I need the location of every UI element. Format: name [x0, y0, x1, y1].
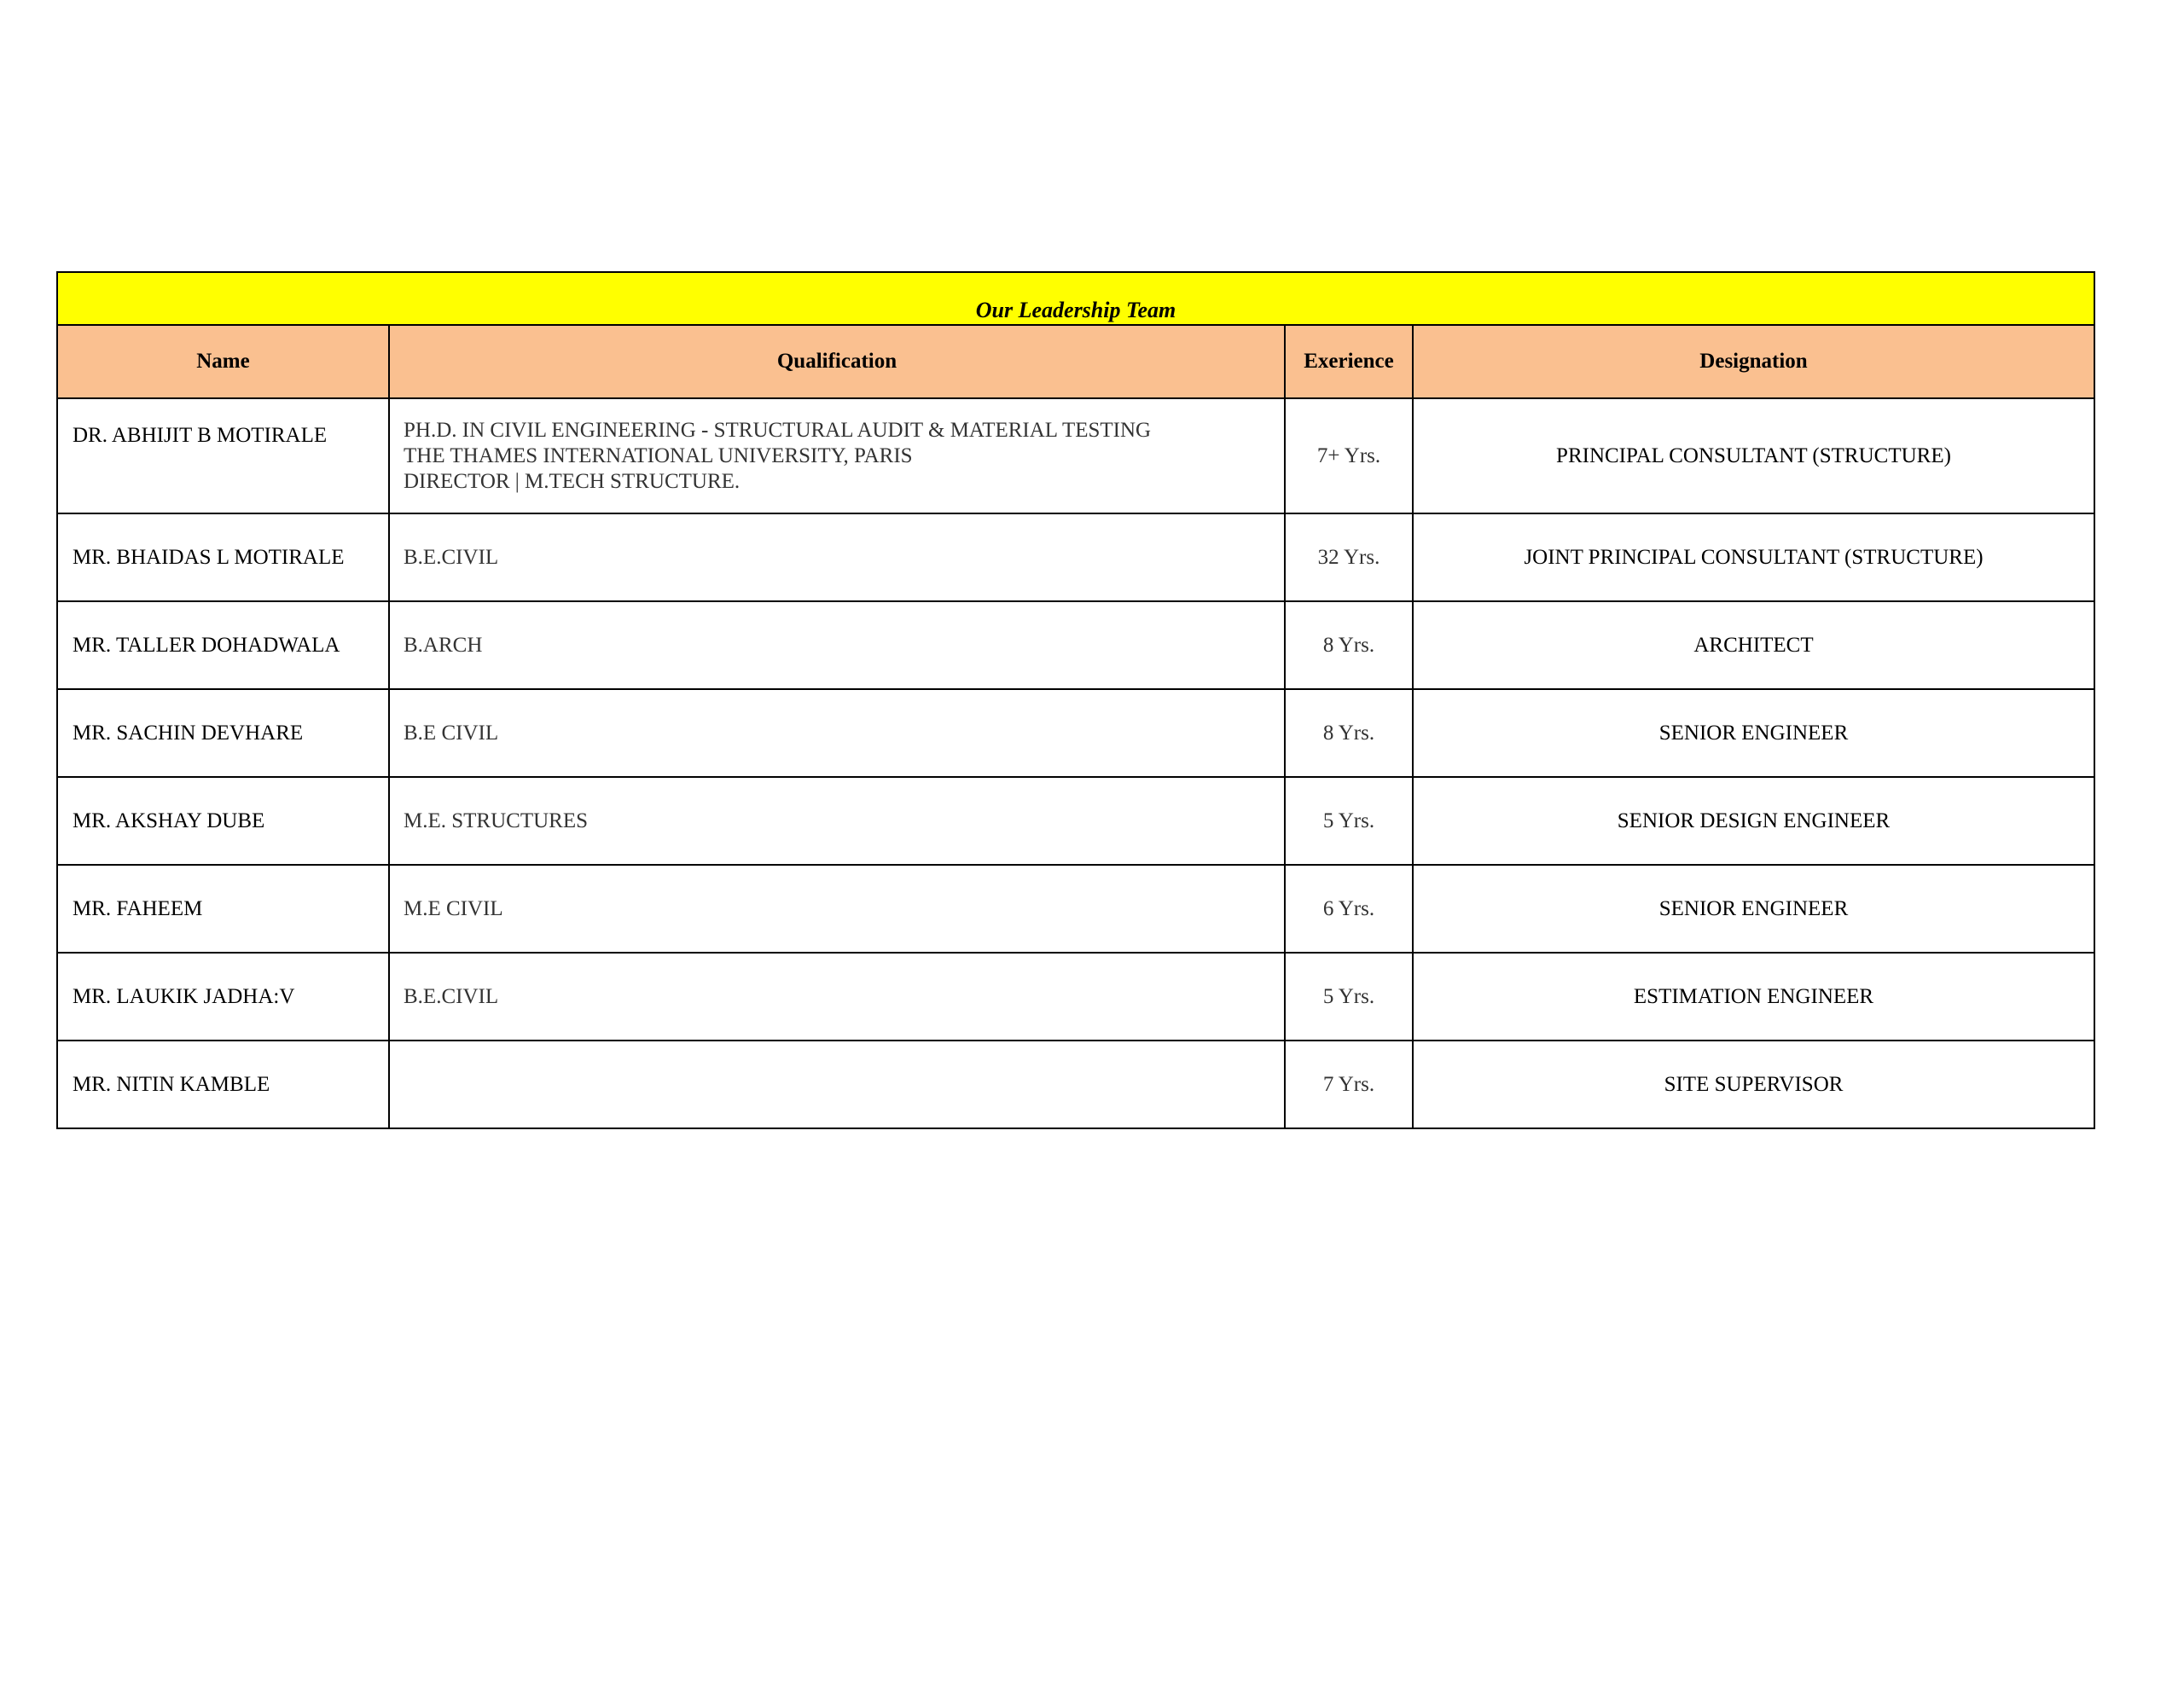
cell-qualification: B.E.CIVIL — [389, 953, 1285, 1041]
cell-name: MR. AKSHAY DUBE — [57, 777, 389, 865]
cell-qualification: B.ARCH — [389, 601, 1285, 689]
table-row — [57, 865, 2094, 953]
cell-designation: SENIOR ENGINEER — [1413, 689, 2094, 777]
cell-experience: 5 Yrs. — [1285, 777, 1413, 865]
cell-qualification: M.E. STRUCTURES — [389, 777, 1285, 865]
table-row — [57, 601, 2094, 689]
cell-experience: 8 Yrs. — [1285, 601, 1413, 689]
title-row — [57, 272, 2094, 325]
cell-qualification: B.E.CIVIL — [389, 513, 1285, 601]
header-name: Name — [57, 325, 389, 398]
cell-designation: SENIOR ENGINEER — [1413, 865, 2094, 953]
cell-designation: PRINCIPAL CONSULTANT (STRUCTURE) — [1413, 398, 2094, 513]
cell-experience: 5 Yrs. — [1285, 953, 1413, 1041]
cell-experience: 7+ Yrs. — [1285, 398, 1413, 513]
cell-designation: SENIOR DESIGN ENGINEER — [1413, 777, 2094, 865]
cell-qualification: M.E CIVIL — [389, 865, 1285, 953]
cell-experience: 8 Yrs. — [1285, 689, 1413, 777]
cell-designation: ESTIMATION ENGINEER — [1413, 953, 2094, 1041]
qualification-line: DIRECTOR | M.TECH STRUCTURE. — [404, 469, 741, 493]
cell-qualification — [389, 1041, 1285, 1128]
table-title: Our Leadership Team — [57, 272, 2094, 325]
cell-qualification — [389, 398, 1285, 513]
cell-experience: 7 Yrs. — [1285, 1041, 1413, 1128]
cell-name: MR. NITIN KAMBLE — [57, 1041, 389, 1128]
cell-designation: SITE SUPERVISOR — [1413, 1041, 2094, 1128]
header-designation: Designation — [1413, 325, 2094, 398]
qualification-line: PH.D. IN CIVIL ENGINEERING - STRUCTURAL AUDIT & MATERIAL TESTING — [404, 418, 1152, 442]
cell-name: MR. TALLER DOHADWALA — [57, 601, 389, 689]
table-row — [57, 513, 2094, 601]
table-row — [57, 953, 2094, 1041]
header-qualification: Qualification — [389, 325, 1285, 398]
cell-name: MR. SACHIN DEVHARE — [57, 689, 389, 777]
table-row — [57, 398, 2094, 513]
cell-name: MR. FAHEEM — [57, 865, 389, 953]
cell-name: MR. BHAIDAS L MOTIRALE — [57, 513, 389, 601]
header-experience: Exerience — [1285, 325, 1413, 398]
table-row — [57, 777, 2094, 865]
leadership-team-table — [56, 271, 2095, 1129]
table-body — [57, 272, 2094, 1128]
table-row — [57, 1041, 2094, 1128]
cell-designation: ARCHITECT — [1413, 601, 2094, 689]
cell-designation: JOINT PRINCIPAL CONSULTANT (STRUCTURE) — [1413, 513, 2094, 601]
cell-experience: 6 Yrs. — [1285, 865, 1413, 953]
qualification-line: THE THAMES INTERNATIONAL UNIVERSITY, PARIS — [404, 443, 913, 467]
cell-qualification: B.E CIVIL — [389, 689, 1285, 777]
cell-experience: 32 Yrs. — [1285, 513, 1413, 601]
cell-name: DR. ABHIJIT B MOTIRALE — [57, 398, 389, 513]
cell-name: MR. LAUKIK JADHA:V — [57, 953, 389, 1041]
header-row — [57, 325, 2094, 398]
table-row — [57, 689, 2094, 777]
